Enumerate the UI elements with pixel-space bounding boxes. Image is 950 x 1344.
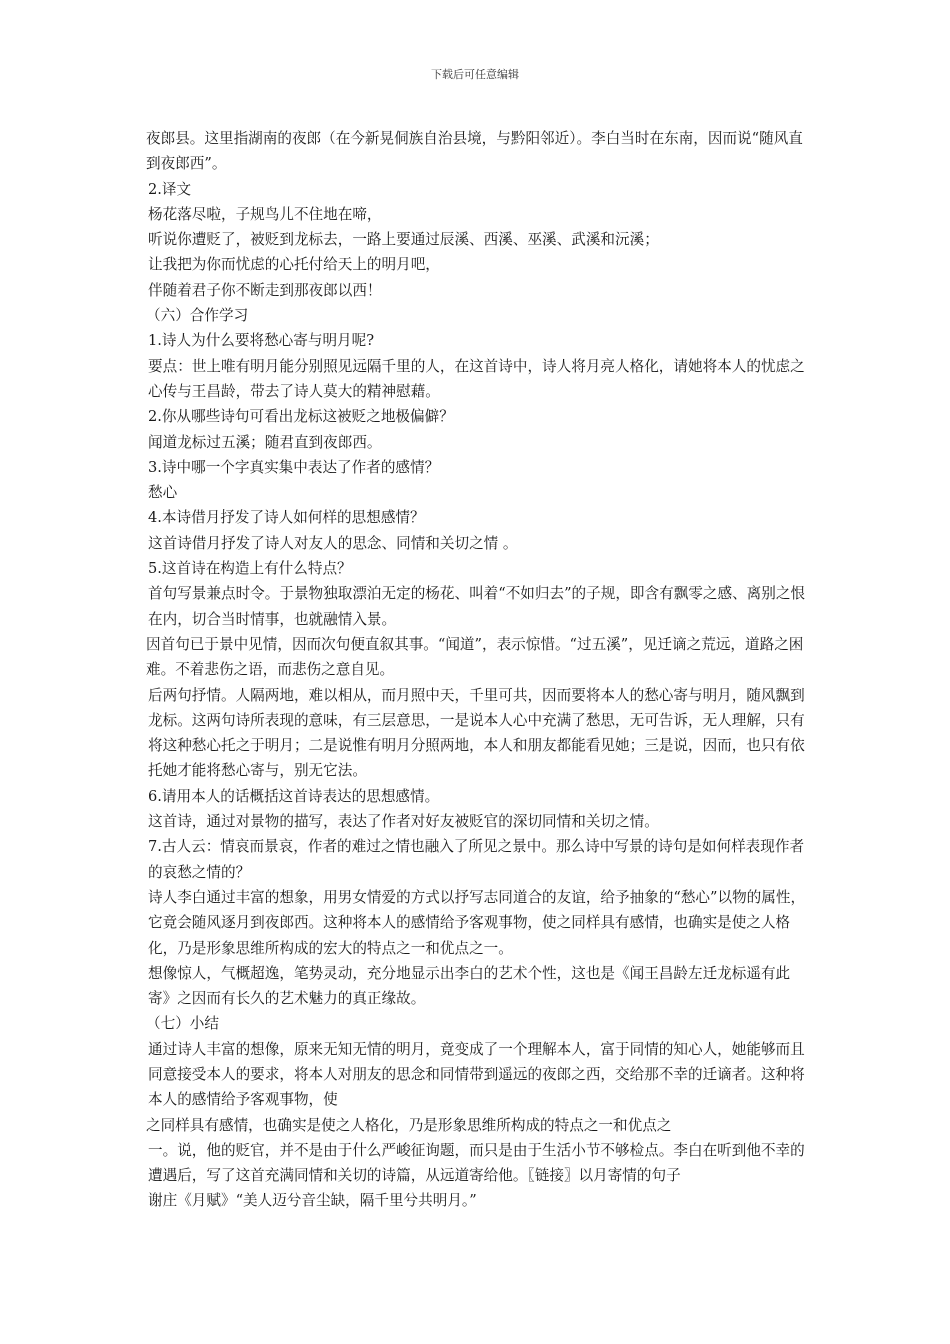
answer-5-part-3: 后两句抒情。人隔两地，难以相从，而月照中天，千里可共，因而要将本人的愁心寄与明月，随风飘到龙标。这两句诗所表现的意味，有三层意思，一是说本人心中充满了愁思，无可告诉，无人理解，只有将这种愁心托之于明月；二是说惟有明月分照两地，本人和朋友都能看见她；三是说，因而，也只有依托她才能将愁心寄与，别无它法。 (148, 686, 805, 780)
paragraph-note-yelang: 夜郎县。这里指湖南的夜郎（在今新晃侗族自治县境，与黔阳邻近）。李白当时在东南，因而说“随风直到夜郎西”。 (146, 130, 803, 173)
summary-paragraph-1: 通过诗人丰富的想像，原来无知无情的明月，竟变成了一个理解本人，富于同情的知心人，她能够而且同意接受本人的要求，将本人对朋友的思念和同情带到遥远的夜郎之西，交给那不幸的迁谪者。这种将本人的感情给予客观事物，使 (148, 1040, 805, 1109)
translation-line-4: 伴随着君子你不断走到那夜郎以西！ (148, 281, 382, 299)
question-6: 6.请用本人的话概括这首诗表达的思想感情。 (148, 787, 440, 805)
page-header: 下载后可任意编辑 (431, 68, 519, 81)
quote-yuefu: 谢庄《月赋》“美人迈兮音尘缺，隔千里兮共明月。” (148, 1192, 477, 1210)
question-3: 3.诗中哪一个字真实集中表达了作者的感情？ (148, 458, 440, 476)
answer-4: 这首诗借月抒发了诗人对友人的思念、同情和关切之情 。 (148, 534, 518, 552)
heading-translation: 2.译文 (148, 180, 192, 198)
answer-7-part-1: 诗人李白通过丰富的想象，用男女情爱的方式以抒写志同道合的友谊，给予抽象的“愁心”以物的属性，它竟会随风逐月到夜郎西。这种将本人的感情给予客观事物，使之同样具有感情，也确实是使之人格化，乃是形象思维所构成的宏大的特点之一和优点之一。 (148, 888, 806, 957)
summary-paragraph-3: 一。说，他的贬官，并不是由于什么严峻征询题，而只是由于生活小节不够检点。李白在听到他不幸的遭遇后，写了这首充满同情和关切的诗篇，从远道寄给他。〖链接〗以月寄情的句子 (148, 1141, 805, 1185)
question-1: 1.诗人为什么要将愁心寄与明月呢? (148, 332, 375, 350)
translation-line-1: 杨花落尽啦，子规鸟儿不住地在啼， (148, 205, 382, 223)
question-2: 2.你从哪些诗句可看出龙标这被贬之地极偏僻？ (148, 408, 454, 426)
document-body (146, 126, 812, 1214)
section-heading-summary: （七）小结 (146, 1015, 219, 1033)
answer-1: 要点：世上唯有明月能分别照见远隔千里的人，在这首诗中，诗人将月亮人格化，请她将本人的忧虑之心传与王昌龄，带去了诗人莫大的精神慰藉。 (148, 357, 805, 400)
question-7: 7.古人云：情哀而景哀，作者的难过之情也融入了所见之景中。那么诗中写景的诗句是如何样表现作者的哀愁之情的？ (148, 838, 805, 881)
answer-7-part-2: 想像惊人，气概超逸，笔势灵动，充分地显示出李白的艺术个性，这也是《闻王昌龄左迁龙标遥有此寄》之因而有长久的艺术魅力的真正缘故。 (148, 964, 791, 1008)
question-5: 5.这首诗在构造上有什么特点？ (148, 560, 352, 578)
answer-5-part-2: 因首句已于景中见情，因而次句便直叙其事。“闻道”，表示惊惜。“过五溪”，见迁谪之荒远，道路之困难。不着悲伤之语，而悲伤之意自见。 (146, 635, 804, 679)
section-heading-cooperative-study: （六）合作学习 (146, 307, 249, 325)
summary-paragraph-2: 之同样具有感情，也确实是使之人格化，乃是形象思维所构成的特点之一和优点之 (146, 1116, 672, 1134)
answer-5-part-1: 首句写景兼点时令。于景物独取漂泊无定的杨花、叫着“不如归去”的子规，即含有飘零之感、离别之恨在内，切合当时情事，也就融情入景。 (148, 585, 806, 628)
answer-6: 这首诗，通过对景物的描写，表达了作者对好友被贬官的深切同情和关切之情。 (148, 813, 659, 831)
translation-line-3: 让我把为你而忧虑的心托付给天上的明月吧， (148, 256, 440, 274)
question-4: 4.本诗借月抒发了诗人如何样的思想感情？ (148, 509, 425, 527)
answer-3: 愁心 (148, 484, 178, 502)
answer-2: 闻道龙标过五溪；随君直到夜郎西。 (148, 433, 382, 451)
translation-line-2: 听说你遭贬了，被贬到龙标去，一路上要通过辰溪、西溪、巫溪、武溪和沅溪； (148, 231, 659, 249)
